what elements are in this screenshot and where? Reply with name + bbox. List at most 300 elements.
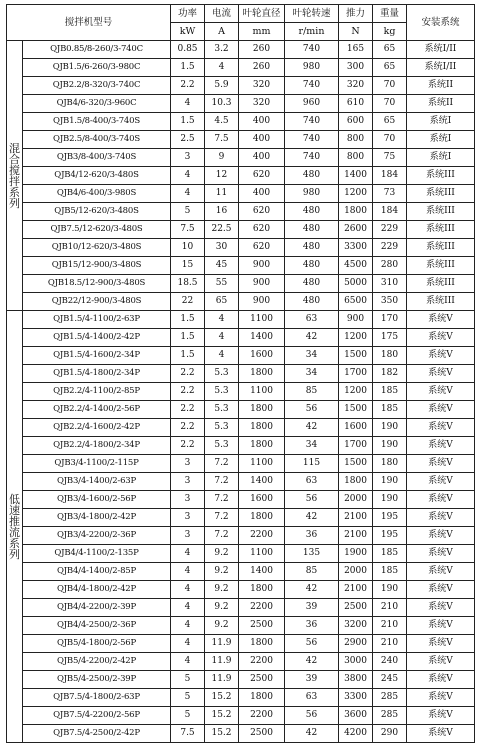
cell-weight: 185 [373, 563, 407, 581]
cell-impeller-diameter: 2200 [239, 653, 285, 671]
cell-model: QJB22/12-900/3-480S [23, 293, 171, 311]
spec-table-container [6, 4, 475, 743]
cell-power: 1.5 [171, 59, 205, 77]
cell-impeller-speed: 56 [285, 491, 339, 509]
cell-impeller-diameter: 1800 [239, 437, 285, 455]
cell-weight: 229 [373, 239, 407, 257]
cell-impeller-diameter: 1600 [239, 347, 285, 365]
cell-model: QJB1.5/4-1600/2-34P [23, 347, 171, 365]
cell-install-system: 系统III [407, 275, 475, 293]
cell-thrust: 1400 [339, 167, 373, 185]
cell-current: 9.2 [205, 545, 239, 563]
cell-thrust: 300 [339, 59, 373, 77]
cell-thrust: 800 [339, 131, 373, 149]
cell-thrust: 1800 [339, 203, 373, 221]
cell-impeller-diameter: 2200 [239, 599, 285, 617]
cell-install-system: 系统III [407, 257, 475, 275]
cell-current: 11 [205, 185, 239, 203]
cell-thrust: 2500 [339, 599, 373, 617]
cell-install-system: 系统V [407, 707, 475, 725]
cell-power: 2.2 [171, 77, 205, 95]
cell-model: QJB4/4-1100/2-135P [23, 545, 171, 563]
cell-impeller-diameter: 1400 [239, 473, 285, 491]
cell-model: QJB3/4-1100/2-115P [23, 455, 171, 473]
cell-weight: 185 [373, 401, 407, 419]
cell-power: 4 [171, 653, 205, 671]
cell-impeller-speed: 480 [285, 203, 339, 221]
cell-thrust: 6500 [339, 293, 373, 311]
cell-power: 10 [171, 239, 205, 257]
table-row [7, 617, 475, 635]
cell-model: QJB2.2/4-1600/2-42P [23, 419, 171, 437]
cell-power: 4 [171, 545, 205, 563]
cell-power: 2.5 [171, 131, 205, 149]
cell-impeller-diameter: 620 [239, 221, 285, 239]
cell-impeller-speed: 740 [285, 149, 339, 167]
cell-thrust: 1700 [339, 365, 373, 383]
cell-impeller-speed: 480 [285, 221, 339, 239]
cell-current: 4 [205, 347, 239, 365]
cell-model: QJB2.2/8-320/3-740C [23, 77, 171, 95]
cell-model: QJB1.5/6-260/3-980C [23, 59, 171, 77]
cell-model: QJB2.2/4-1100/2-85P [23, 383, 171, 401]
cell-impeller-speed: 56 [285, 635, 339, 653]
cell-current: 9.2 [205, 599, 239, 617]
cell-weight: 210 [373, 617, 407, 635]
cell-model: QJB1.5/4-1800/2-34P [23, 365, 171, 383]
cell-install-system: 系统I [407, 113, 475, 131]
cell-impeller-diameter: 400 [239, 185, 285, 203]
cell-impeller-diameter: 1600 [239, 491, 285, 509]
cell-thrust: 2900 [339, 635, 373, 653]
cell-model: QJB7.5/4-2200/2-56P [23, 707, 171, 725]
series-label-char: 合 [9, 152, 20, 166]
cell-model: QJB5/4-1800/2-56P [23, 635, 171, 653]
cell-weight: 65 [373, 59, 407, 77]
cell-impeller-diameter: 400 [239, 131, 285, 149]
cell-power: 4 [171, 95, 205, 113]
cell-power: 1.5 [171, 311, 205, 329]
cell-power: 5 [171, 707, 205, 725]
table-body [7, 41, 475, 743]
cell-impeller-speed: 36 [285, 527, 339, 545]
cell-install-system: 系统V [407, 545, 475, 563]
cell-impeller-diameter: 1100 [239, 545, 285, 563]
cell-weight: 285 [373, 707, 407, 725]
cell-install-system: 系统V [407, 563, 475, 581]
unit-thrust: N [339, 23, 373, 41]
cell-impeller-speed: 135 [285, 545, 339, 563]
cell-thrust: 165 [339, 41, 373, 59]
table-row [7, 95, 475, 113]
cell-impeller-diameter: 2200 [239, 707, 285, 725]
cell-model: QJB2.2/4-1400/2-56P [23, 401, 171, 419]
cell-thrust: 1200 [339, 383, 373, 401]
cell-impeller-diameter: 900 [239, 275, 285, 293]
header-impeller-diameter: 叶轮直径 [239, 5, 285, 23]
cell-weight: 170 [373, 311, 407, 329]
cell-thrust: 3200 [339, 617, 373, 635]
cell-thrust: 5000 [339, 275, 373, 293]
table-row [7, 689, 475, 707]
cell-thrust: 900 [339, 311, 373, 329]
cell-thrust: 1500 [339, 401, 373, 419]
cell-install-system: 系统III [407, 293, 475, 311]
series-label-char: 推 [9, 514, 20, 528]
cell-install-system: 系统V [407, 437, 475, 455]
cell-install-system: 系统II [407, 95, 475, 113]
cell-current: 7.2 [205, 491, 239, 509]
cell-current: 5.3 [205, 401, 239, 419]
table-row [7, 437, 475, 455]
cell-current: 7.2 [205, 473, 239, 491]
cell-model: QJB3/4-1600/2-56P [23, 491, 171, 509]
cell-install-system: 系统V [407, 635, 475, 653]
table-row [7, 131, 475, 149]
cell-thrust: 2000 [339, 563, 373, 581]
cell-impeller-diameter: 1100 [239, 383, 285, 401]
cell-weight: 65 [373, 113, 407, 131]
cell-power: 3 [171, 473, 205, 491]
cell-thrust: 1500 [339, 347, 373, 365]
cell-weight: 240 [373, 653, 407, 671]
cell-model: QJB4/6-320/3-960C [23, 95, 171, 113]
cell-impeller-speed: 39 [285, 599, 339, 617]
table-row [7, 707, 475, 725]
cell-current: 5.3 [205, 383, 239, 401]
cell-model: QJB1.5/8-400/3-740S [23, 113, 171, 131]
cell-thrust: 3000 [339, 653, 373, 671]
cell-install-system: 系统III [407, 239, 475, 257]
cell-model: QJB3/4-1400/2-63P [23, 473, 171, 491]
cell-impeller-speed: 34 [285, 365, 339, 383]
cell-power: 3 [171, 491, 205, 509]
cell-weight: 190 [373, 581, 407, 599]
cell-thrust: 1700 [339, 437, 373, 455]
table-row [7, 41, 475, 59]
cell-install-system: 系统I/II [407, 41, 475, 59]
cell-impeller-diameter: 1800 [239, 581, 285, 599]
series-label-char: 列 [9, 547, 20, 561]
cell-current: 5.3 [205, 437, 239, 455]
cell-model: QJB3/8-400/3-740S [23, 149, 171, 167]
series-label-char: 速 [9, 503, 20, 517]
cell-impeller-diameter: 1800 [239, 689, 285, 707]
cell-thrust: 800 [339, 149, 373, 167]
cell-power: 4 [171, 563, 205, 581]
cell-install-system: 系统I [407, 149, 475, 167]
cell-install-system: 系统V [407, 491, 475, 509]
table-row [7, 635, 475, 653]
cell-model: QJB10/12-620/3-480S [23, 239, 171, 257]
cell-power: 4 [171, 167, 205, 185]
table-row [7, 473, 475, 491]
cell-thrust: 1200 [339, 185, 373, 203]
cell-install-system: 系统V [407, 653, 475, 671]
cell-weight: 182 [373, 365, 407, 383]
cell-power: 22 [171, 293, 205, 311]
cell-impeller-speed: 980 [285, 185, 339, 203]
cell-weight: 175 [373, 329, 407, 347]
cell-impeller-speed: 63 [285, 689, 339, 707]
cell-impeller-speed: 740 [285, 113, 339, 131]
cell-weight: 290 [373, 725, 407, 743]
table-row [7, 671, 475, 689]
cell-current: 30 [205, 239, 239, 257]
cell-weight: 180 [373, 347, 407, 365]
cell-install-system: 系统V [407, 383, 475, 401]
cell-impeller-speed: 42 [285, 509, 339, 527]
cell-impeller-diameter: 620 [239, 203, 285, 221]
cell-install-system: 系统I [407, 131, 475, 149]
cell-current: 9.2 [205, 563, 239, 581]
cell-impeller-diameter: 2500 [239, 725, 285, 743]
cell-model: QJB1.5/4-1100/2-63P [23, 311, 171, 329]
cell-power: 1.5 [171, 113, 205, 131]
cell-weight: 229 [373, 221, 407, 239]
cell-model: QJB4/4-2500/2-36P [23, 617, 171, 635]
mixer-spec-table [6, 4, 475, 743]
cell-install-system: 系统III [407, 203, 475, 221]
cell-impeller-diameter: 320 [239, 95, 285, 113]
table-row [7, 491, 475, 509]
cell-impeller-speed: 36 [285, 617, 339, 635]
cell-model: QJB3/4-1800/2-42P [23, 509, 171, 527]
cell-impeller-diameter: 260 [239, 41, 285, 59]
cell-thrust: 3800 [339, 671, 373, 689]
unit-weight: kg [373, 23, 407, 41]
series-label-char: 混 [9, 141, 20, 155]
table-row [7, 383, 475, 401]
cell-impeller-diameter: 2200 [239, 527, 285, 545]
cell-power: 1.5 [171, 329, 205, 347]
cell-impeller-speed: 740 [285, 131, 339, 149]
cell-install-system: 系统I/II [407, 59, 475, 77]
cell-power: 2.2 [171, 419, 205, 437]
cell-power: 7.5 [171, 725, 205, 743]
header-weight: 重量 [373, 5, 407, 23]
table-row [7, 257, 475, 275]
cell-impeller-speed: 740 [285, 77, 339, 95]
cell-thrust: 2100 [339, 581, 373, 599]
cell-thrust: 320 [339, 77, 373, 95]
cell-current: 15.2 [205, 707, 239, 725]
cell-thrust: 1600 [339, 419, 373, 437]
table-row [7, 293, 475, 311]
series-group-label [7, 311, 23, 743]
cell-impeller-speed: 115 [285, 455, 339, 473]
cell-current: 4.5 [205, 113, 239, 131]
cell-power: 2.2 [171, 401, 205, 419]
table-row [7, 509, 475, 527]
cell-thrust: 4500 [339, 257, 373, 275]
cell-impeller-diameter: 2500 [239, 617, 285, 635]
table-row [7, 149, 475, 167]
cell-impeller-diameter: 400 [239, 149, 285, 167]
cell-current: 16 [205, 203, 239, 221]
cell-install-system: 系统II [407, 77, 475, 95]
table-row [7, 167, 475, 185]
cell-weight: 73 [373, 185, 407, 203]
table-row [7, 77, 475, 95]
cell-impeller-diameter: 1800 [239, 635, 285, 653]
cell-impeller-diameter: 320 [239, 77, 285, 95]
cell-impeller-speed: 480 [285, 239, 339, 257]
cell-impeller-speed: 85 [285, 563, 339, 581]
cell-power: 15 [171, 257, 205, 275]
cell-install-system: 系统V [407, 347, 475, 365]
cell-weight: 245 [373, 671, 407, 689]
cell-install-system: 系统V [407, 455, 475, 473]
cell-weight: 70 [373, 95, 407, 113]
cell-model: QJB0.85/8-260/3-740C [23, 41, 171, 59]
table-row [7, 527, 475, 545]
cell-power: 5 [171, 689, 205, 707]
header-impeller-speed: 叶轮转速 [285, 5, 339, 23]
table-row [7, 455, 475, 473]
cell-impeller-speed: 56 [285, 401, 339, 419]
cell-impeller-speed: 42 [285, 419, 339, 437]
cell-current: 15.2 [205, 725, 239, 743]
cell-impeller-speed: 480 [285, 293, 339, 311]
cell-current: 12 [205, 167, 239, 185]
cell-impeller-speed: 480 [285, 167, 339, 185]
cell-impeller-speed: 740 [285, 41, 339, 59]
unit-power: kW [171, 23, 205, 41]
cell-current: 9 [205, 149, 239, 167]
cell-model: QJB5/4-2500/2-39P [23, 671, 171, 689]
cell-impeller-diameter: 900 [239, 257, 285, 275]
cell-impeller-speed: 42 [285, 725, 339, 743]
cell-impeller-diameter: 400 [239, 113, 285, 131]
cell-weight: 195 [373, 509, 407, 527]
cell-weight: 65 [373, 41, 407, 59]
cell-power: 5 [171, 203, 205, 221]
table-row [7, 581, 475, 599]
cell-model: QJB3/4-2200/2-36P [23, 527, 171, 545]
cell-weight: 190 [373, 473, 407, 491]
cell-current: 7.2 [205, 509, 239, 527]
cell-impeller-speed: 85 [285, 383, 339, 401]
cell-impeller-diameter: 1400 [239, 563, 285, 581]
cell-current: 55 [205, 275, 239, 293]
cell-impeller-diameter: 620 [239, 167, 285, 185]
cell-weight: 190 [373, 437, 407, 455]
cell-current: 3.2 [205, 41, 239, 59]
cell-impeller-diameter: 1100 [239, 311, 285, 329]
cell-power: 4 [171, 581, 205, 599]
table-row [7, 545, 475, 563]
cell-power: 4 [171, 635, 205, 653]
table-row [7, 401, 475, 419]
cell-current: 7.2 [205, 455, 239, 473]
cell-thrust: 600 [339, 113, 373, 131]
cell-weight: 190 [373, 491, 407, 509]
cell-power: 4 [171, 617, 205, 635]
cell-current: 45 [205, 257, 239, 275]
cell-install-system: 系统V [407, 617, 475, 635]
cell-power: 3 [171, 455, 205, 473]
cell-power: 2.2 [171, 365, 205, 383]
header-model: 搅拌机型号 [7, 5, 171, 41]
cell-install-system: 系统V [407, 311, 475, 329]
cell-impeller-speed: 42 [285, 653, 339, 671]
cell-thrust: 4200 [339, 725, 373, 743]
table-row [7, 329, 475, 347]
cell-impeller-speed: 980 [285, 59, 339, 77]
cell-current: 22.5 [205, 221, 239, 239]
cell-weight: 280 [373, 257, 407, 275]
cell-weight: 195 [373, 527, 407, 545]
cell-weight: 70 [373, 131, 407, 149]
cell-model: QJB4/4-1400/2-85P [23, 563, 171, 581]
cell-power: 0.85 [171, 41, 205, 59]
table-row [7, 59, 475, 77]
table-row [7, 239, 475, 257]
series-label-char: 列 [9, 196, 20, 210]
cell-weight: 184 [373, 203, 407, 221]
cell-power: 1.5 [171, 347, 205, 365]
table-row [7, 347, 475, 365]
cell-install-system: 系统III [407, 185, 475, 203]
table-row [7, 725, 475, 743]
cell-power: 2.2 [171, 437, 205, 455]
cell-impeller-diameter: 2500 [239, 671, 285, 689]
cell-thrust: 1200 [339, 329, 373, 347]
cell-model: QJB2.2/4-1800/2-34P [23, 437, 171, 455]
cell-model: QJB2.5/8-400/3-740S [23, 131, 171, 149]
cell-thrust: 3300 [339, 689, 373, 707]
table-header [7, 5, 475, 41]
cell-current: 4 [205, 59, 239, 77]
cell-current: 11.9 [205, 653, 239, 671]
cell-impeller-speed: 63 [285, 311, 339, 329]
series-group-label [7, 41, 23, 311]
table-row [7, 185, 475, 203]
cell-install-system: 系统V [407, 365, 475, 383]
cell-weight: 75 [373, 149, 407, 167]
unit-diameter: mm [239, 23, 285, 41]
cell-install-system: 系统V [407, 689, 475, 707]
cell-current: 9.2 [205, 617, 239, 635]
cell-model: QJB15/12-900/3-480S [23, 257, 171, 275]
cell-install-system: 系统V [407, 419, 475, 437]
cell-impeller-speed: 960 [285, 95, 339, 113]
table-row [7, 419, 475, 437]
cell-weight: 210 [373, 635, 407, 653]
cell-thrust: 1800 [339, 473, 373, 491]
cell-impeller-diameter: 620 [239, 239, 285, 257]
cell-model: QJB4/6-400/3-980S [23, 185, 171, 203]
cell-model: QJB1.5/4-1400/2-42P [23, 329, 171, 347]
series-label-char: 系 [9, 185, 20, 199]
cell-current: 7.5 [205, 131, 239, 149]
cell-model: QJB5/4-2200/2-42P [23, 653, 171, 671]
cell-impeller-speed: 39 [285, 671, 339, 689]
cell-power: 7.5 [171, 221, 205, 239]
table-row [7, 275, 475, 293]
cell-weight: 70 [373, 77, 407, 95]
cell-install-system: 系统V [407, 527, 475, 545]
cell-weight: 210 [373, 599, 407, 617]
cell-thrust: 2600 [339, 221, 373, 239]
header-install-system: 安装系统 [407, 5, 475, 41]
table-row [7, 203, 475, 221]
cell-impeller-diameter: 1800 [239, 509, 285, 527]
unit-speed: r/min [285, 23, 339, 41]
cell-impeller-speed: 34 [285, 437, 339, 455]
cell-impeller-diameter: 1100 [239, 455, 285, 473]
